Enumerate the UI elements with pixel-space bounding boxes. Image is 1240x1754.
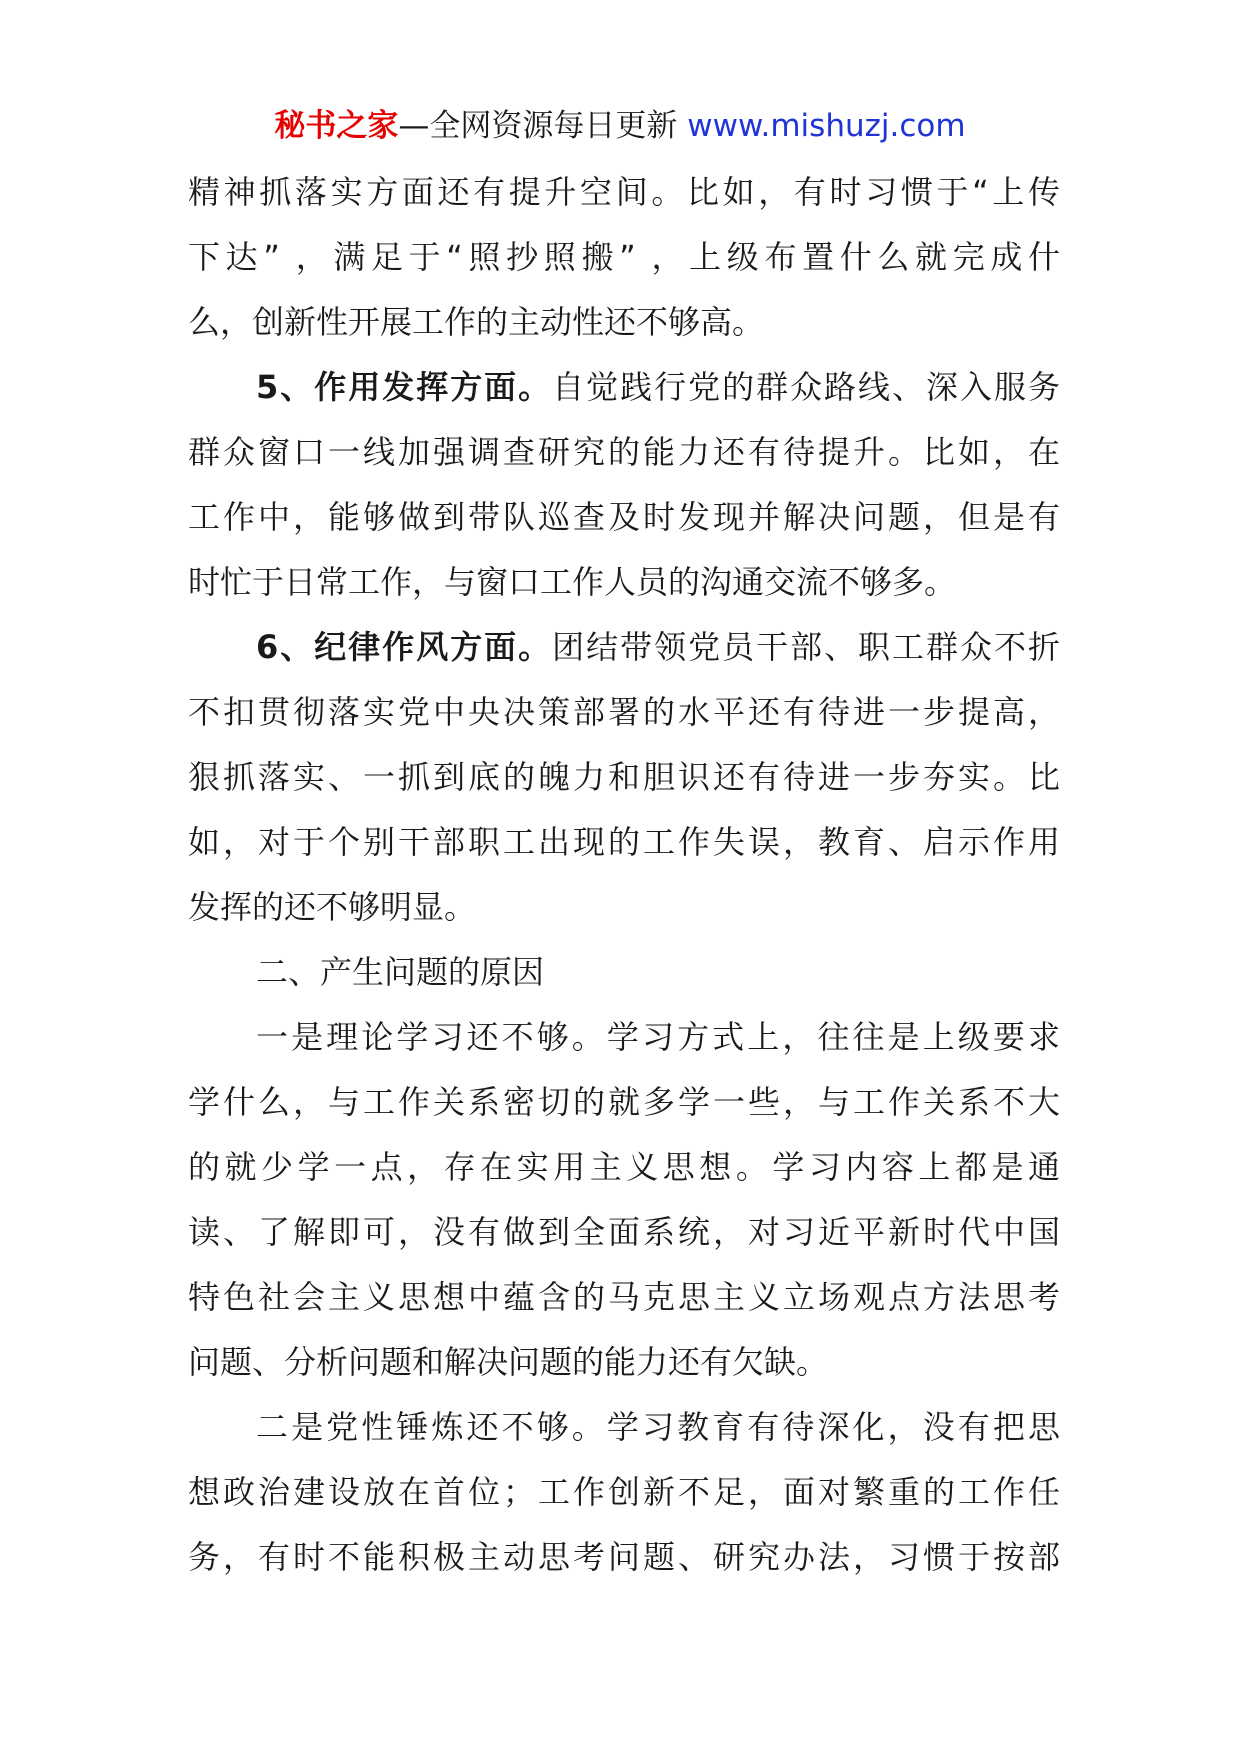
section-heading-line: 6、纪律作风方面。团结带领党员干部、职工群众不折	[256, 628, 1060, 666]
body-line: 一是理论学习还不够。学习方式上，往往是上级要求	[256, 1018, 1060, 1056]
body-line: 学什么，与工作关系密切的就多学一些，与工作关系不大	[188, 1083, 1060, 1121]
body-line: 读、了解即可，没有做到全面系统，对习近平新时代中国	[188, 1213, 1060, 1251]
body-line: 务，有时不能积极主动思考问题、研究办法，习惯于按部	[188, 1538, 1060, 1576]
watermark-header	[0, 104, 1240, 148]
body-line: 发挥的还不够明显。	[188, 888, 477, 926]
body-line: 二是党性锤炼还不够。学习教育有待深化，没有把思	[256, 1408, 1060, 1446]
chapter-heading: 二、产生问题的原因	[256, 953, 545, 991]
body-line: 想政治建设放在首位；工作创新不足，面对繁重的工作任	[188, 1473, 1060, 1511]
section-heading: 5、作用发挥方面。	[256, 368, 553, 406]
section-heading-line: 5、作用发挥方面。自觉践行党的群众路线、深入服务	[256, 368, 1060, 406]
body-line: 狠抓落实、一抓到底的魄力和胆识还有待进一步夯实。比	[188, 758, 1060, 796]
body-line: 特色社会主义思想中蕴含的马克思主义立场观点方法思考	[188, 1278, 1060, 1316]
body-line: 精神抓落实方面还有提升空间。比如，有时习惯于“上传	[188, 173, 1060, 211]
body-line: 问题、分析问题和解决问题的能力还有欠缺。	[188, 1343, 829, 1381]
body-line: 不扣贯彻落实党中央决策部署的水平还有待进一步提高，	[188, 693, 1060, 731]
body-line: 么，创新性开展工作的主动性还不够高。	[188, 303, 765, 341]
body-line: 工作中，能够做到带队巡查及时发现并解决问题，但是有	[188, 498, 1060, 536]
brand-name: 秘书之家	[274, 108, 399, 144]
body-line: 的就少学一点，存在实用主义思想。学习内容上都是通	[188, 1148, 1060, 1186]
site-url[interactable]: www.mishuzj.com	[687, 108, 966, 144]
section-heading: 6、纪律作风方面。	[256, 628, 553, 666]
header-tagline: —全网资源每日更新	[398, 108, 688, 144]
body-line: 如，对于个别干部职工出现的工作失误，教育、启示作用	[188, 823, 1060, 861]
body-line: 群众窗口一线加强调查研究的能力还有待提升。比如，在	[188, 433, 1060, 471]
body-line: 时忙于日常工作，与窗口工作人员的沟通交流不够多。	[188, 563, 957, 601]
document-body	[188, 160, 1060, 1590]
body-line: 下达” ，满足于“照抄照搬” ，上级布置什么就完成什	[188, 238, 1060, 276]
